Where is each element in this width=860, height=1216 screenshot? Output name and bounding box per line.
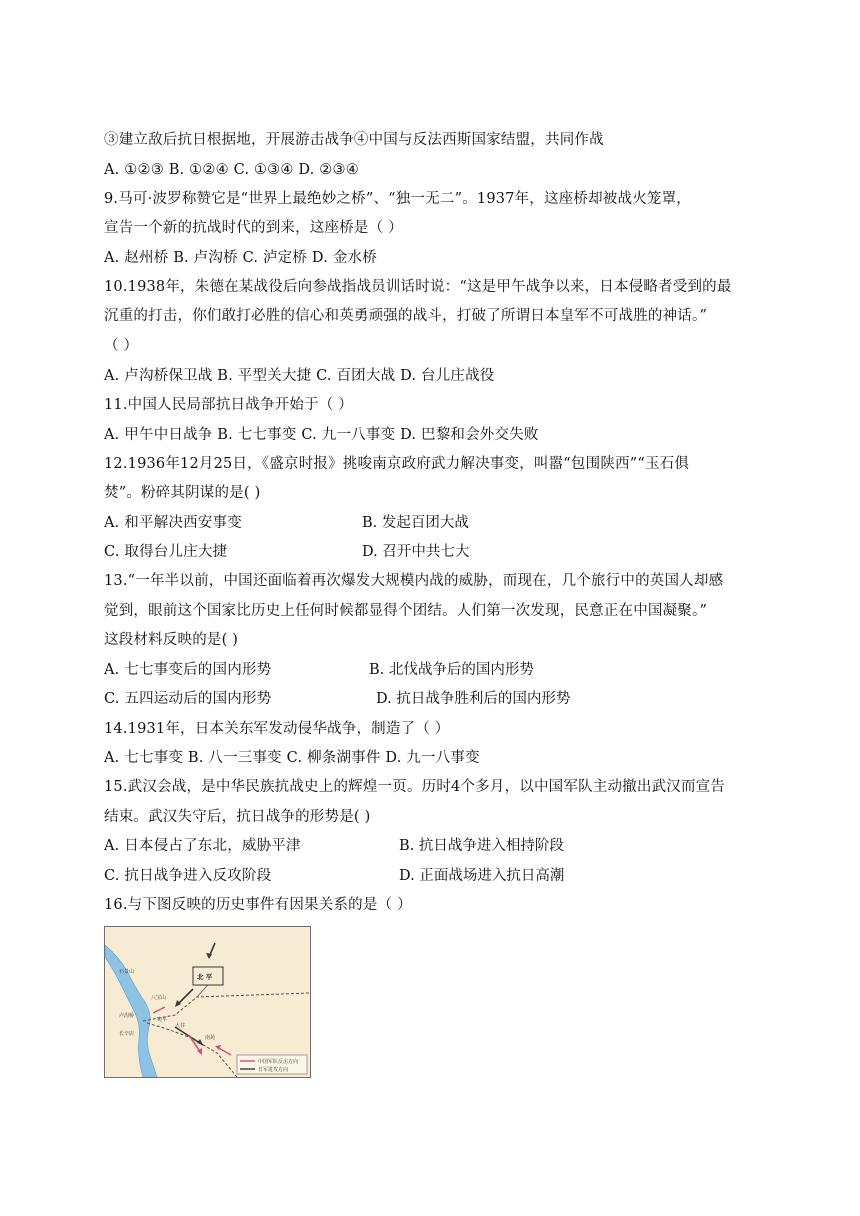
- q13-choice-a: A. 七七事变后的国内形势: [104, 662, 272, 678]
- legend-japan-label: 日军进攻方向: [258, 1067, 289, 1073]
- place-label: 长辛店: [119, 1031, 135, 1037]
- q12-choice-c: C. 取得台儿庄大捷: [104, 544, 228, 560]
- q13-choice-c: C. 五四运动后的国内形势: [104, 691, 272, 707]
- river: [105, 945, 157, 1077]
- q12-stem-line-1: 12.1936年12月25日，《盛京时报》挑唆南京政府武力解决事变，叫嚣“包围陕西”“玉石俱: [104, 456, 690, 472]
- q15-stem-line-1: 15.武汉会战，是中华民族抗战史上的辉煌一页。历时4个多月，以中国军队主动撤出武汉而宣告: [104, 779, 726, 795]
- q12-choice-d: D. 召开中共七大: [362, 544, 470, 560]
- q13-choice-b: B. 北伐战争后的国内形势: [369, 662, 534, 678]
- q15-choice-c: C. 抗日战争进入反攻阶段: [104, 868, 272, 884]
- q15-choice-d: D. 正面战场进入抗日高潮: [399, 868, 565, 884]
- q16-stem: 16.与下图反映的历史事件有因果关系的是（ ）: [104, 897, 412, 913]
- q9-stem-line-2: 宣告一个新的抗战时代的到来，这座桥是（ ）: [104, 220, 403, 236]
- q13-stem-line-1: 13.“一年半以前，中国还面临着再次爆发大规模内战的威胁，而现在，几个旅行中的英国人却感: [104, 573, 724, 589]
- china-arrow: [153, 1007, 165, 1013]
- place-label: 石景山: [119, 969, 135, 975]
- q8-option-line: ③建立敌后抗日根据地，开展游击战争④中国与反法西斯国家结盟，共同作战: [104, 132, 604, 148]
- japan-arrowhead: [197, 1039, 203, 1045]
- place-label: 南苑: [205, 1035, 216, 1041]
- q9-stem-line-1: 9.马可·波罗称赞它是“世界上最绝妙之桥”、“独一无二”。1937年，这座桥却被战火笼罩，: [104, 191, 691, 207]
- q11-stem: 11.中国人民局部抗日战争开始于（ ）: [104, 397, 353, 413]
- q8-choices: A. ①②③ B. ①②④ C. ①③④ D. ②③④: [104, 162, 359, 178]
- q10-stem-line-2: 沉重的打击，你们敢打必胜的信心和英勇顽强的战斗，打破了所谓日本皇军不可战胜的神话。”: [104, 308, 708, 324]
- q14-stem: 14.1931年，日本关东军发动侵华战争，制造了（ ）: [104, 721, 450, 737]
- q15-stem-line-2: 结束。武汉失守后，抗日战争的形势是( ): [104, 809, 371, 825]
- q15-choice-a: A. 日本侵占了东北，威胁平津: [104, 838, 301, 854]
- q15-choice-b: B. 抗日战争进入相持阶段: [399, 838, 564, 854]
- lugouqiao-map: [104, 926, 311, 1078]
- q12-stem-line-2: 焚”。粉碎其阴谋的是( ): [104, 485, 261, 501]
- railway-line: [143, 993, 310, 1021]
- place-label: 宛平: [157, 1017, 168, 1023]
- place-label: 大井: [175, 1023, 186, 1029]
- q11-choices: A. 甲午中日战争 B. 七七事变 C. 九一八事变 D. 巴黎和会外交失败: [104, 427, 539, 443]
- q10-choices: A. 卢沟桥保卫战 B. 平型关大捷 C. 百团大战 D. 台儿庄战役: [104, 368, 495, 384]
- q14-choices: A. 七七事变 B. 八一三事变 C. 柳条湖事件 D. 九一八事变: [104, 750, 480, 766]
- q10-stem-line-1: 10.1938年，朱德在某战役后向参战指战员训话时说：“这是甲午战争以来，日本侵略者受到的最: [104, 279, 732, 295]
- q12-choice-a: A. 和平解决西安事变: [104, 515, 242, 531]
- legend-china-label: 中国军队反击方向: [258, 1059, 299, 1065]
- place-label: 卢沟桥: [119, 1013, 135, 1019]
- q12-choice-b: B. 发起百团大战: [362, 515, 469, 531]
- q13-stem-line-2: 觉到，眼前这个国家比历史上任何时候都显得个团结。人们第一次发现，民意正在中国凝聚。”: [104, 603, 708, 619]
- japan-arrowhead: [206, 953, 212, 959]
- q9-choices: A. 赵州桥 B. 卢沟桥 C. 泸定桥 D. 金水桥: [104, 250, 377, 266]
- q13-stem-line-3: 这段材料反映的是( ): [104, 632, 239, 648]
- map-figure: [105, 927, 310, 1077]
- q10-stem-line-3: （ ）: [104, 338, 139, 354]
- beiping-label: 北 平: [197, 973, 213, 981]
- place-label: 八宝山: [151, 995, 167, 1001]
- q13-choice-d: D. 抗日战争胜利后的国内形势: [376, 691, 571, 707]
